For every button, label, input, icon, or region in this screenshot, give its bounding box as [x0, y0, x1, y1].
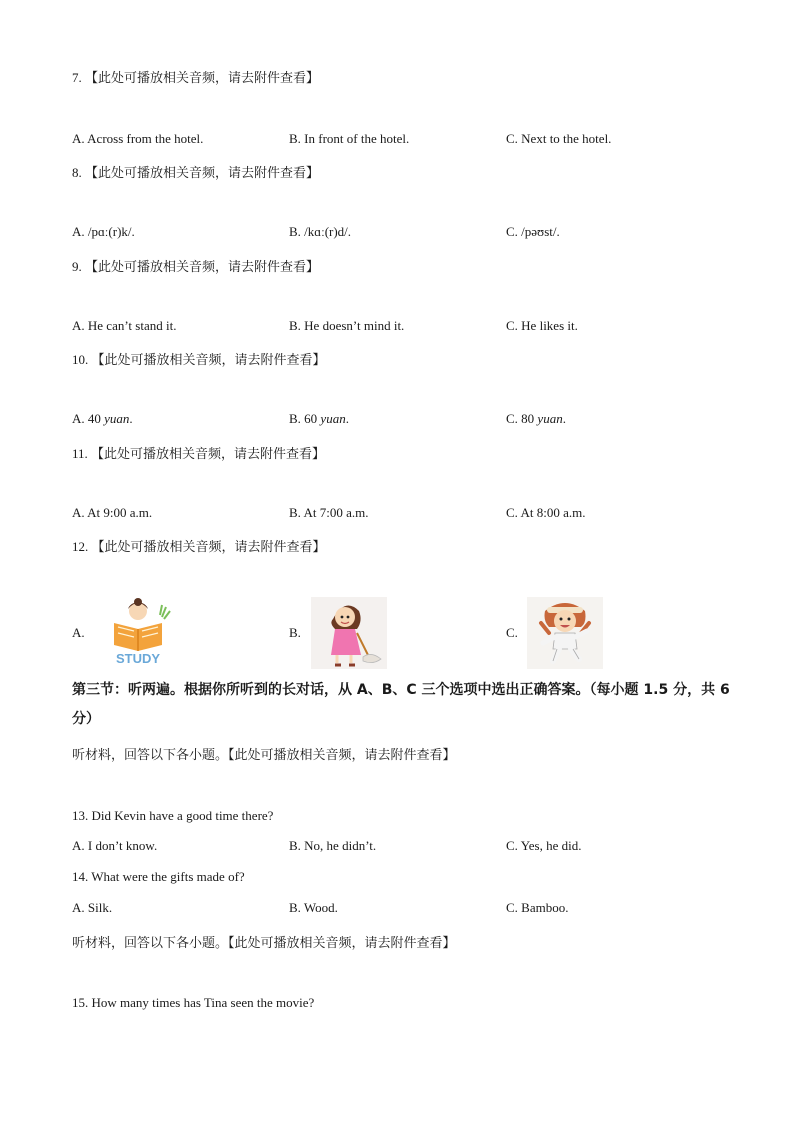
- options-9: [72, 318, 752, 338]
- option-c[interactable]: C. He likes it.: [506, 318, 578, 333]
- option-c-label[interactable]: C.: [506, 625, 518, 640]
- question-13: 13. Did Kevin have a good time there?: [72, 808, 274, 823]
- option-b-label[interactable]: B.: [289, 625, 301, 640]
- group-1-intro[interactable]: 听材料，回答以下各小题。【此处可播放相关音频，请去附件查看】: [72, 748, 456, 763]
- option-c[interactable]: C. At 8:00 a.m.: [506, 505, 586, 520]
- question-10: 10. 【此处可播放相关音频，请去附件查看】: [72, 352, 326, 368]
- option-a[interactable]: A. He can’t stand it.: [72, 318, 177, 333]
- option-a[interactable]: A. Across from the hotel.: [72, 131, 204, 146]
- sweeping-girl-icon[interactable]: [311, 597, 387, 669]
- option-a[interactable]: A. At 9:00 a.m.: [72, 505, 153, 520]
- options-7: [72, 131, 752, 151]
- option-b[interactable]: B. Wood.: [289, 900, 338, 915]
- option-b[interactable]: B. /kɑː(r)d/.: [289, 224, 352, 239]
- option-a[interactable]: A. 40 yuan.: [72, 411, 133, 426]
- option-c[interactable]: C. /pəʊst/.: [506, 224, 560, 239]
- running-kid-icon[interactable]: [527, 597, 603, 669]
- option-a[interactable]: A. /pɑː(r)k/.: [72, 224, 135, 239]
- question-7: 7. 【此处可播放相关音频，请去附件查看】: [72, 70, 320, 86]
- option-b[interactable]: B. In front of the hotel.: [289, 131, 410, 146]
- option-b[interactable]: B. He doesn’t mind it.: [289, 318, 405, 333]
- options-11: [72, 505, 752, 525]
- audio-placeholder[interactable]: 【此处可播放相关音频，请去附件查看】: [91, 353, 326, 368]
- option-a-label[interactable]: A.: [72, 625, 85, 640]
- question-8: 8. 【此处可播放相关音频，请去附件查看】: [72, 165, 320, 181]
- question-9: 9. 【此处可播放相关音频，请去附件查看】: [72, 259, 320, 275]
- options-8: [72, 224, 752, 244]
- option-c[interactable]: C. 80 yuan.: [506, 411, 566, 426]
- question-11: 11. 【此处可播放相关音频，请去附件查看】: [72, 446, 326, 462]
- option-c[interactable]: C. Next to the hotel.: [506, 131, 612, 146]
- options-13: [72, 838, 752, 858]
- group-2-intro[interactable]: 听材料，回答以下各小题。【此处可播放相关音频，请去附件查看】: [72, 936, 456, 951]
- question-15: 15. How many times has Tina seen the movie?: [72, 995, 315, 1010]
- audio-placeholder[interactable]: 【此处可播放相关音频，请去附件查看】: [91, 540, 326, 555]
- option-c[interactable]: C. Bamboo.: [506, 900, 569, 915]
- option-b[interactable]: B. No, he didn’t.: [289, 838, 377, 853]
- study-text: STUDY: [115, 651, 161, 666]
- audio-placeholder[interactable]: 【此处可播放相关音频，请去附件查看】: [85, 166, 320, 181]
- section-3-heading: 第三节：听两遍。根据你所听到的长对话，从 A、B、C 三个选项中选出正确答案。（每小题 1.5 分，共 6 分）: [72, 682, 730, 727]
- options-14: [72, 900, 752, 920]
- option-c[interactable]: C. Yes, he did.: [506, 838, 582, 853]
- option-a[interactable]: A. I don’t know.: [72, 838, 158, 853]
- audio-placeholder[interactable]: 【此处可播放相关音频，请去附件查看】: [91, 447, 326, 462]
- question-14: 14. What were the gifts made of?: [72, 869, 245, 884]
- question-12: 12. 【此处可播放相关音频，请去附件查看】: [72, 539, 326, 555]
- options-10: [72, 411, 752, 431]
- option-b[interactable]: B. At 7:00 a.m.: [289, 505, 369, 520]
- study-girl-icon[interactable]: [100, 597, 176, 669]
- option-b[interactable]: B. 60 yuan.: [289, 411, 349, 426]
- audio-placeholder[interactable]: 【此处可播放相关音频，请去附件查看】: [85, 260, 320, 275]
- option-a[interactable]: A. Silk.: [72, 900, 113, 915]
- audio-placeholder[interactable]: 【此处可播放相关音频，请去附件查看】: [85, 71, 320, 86]
